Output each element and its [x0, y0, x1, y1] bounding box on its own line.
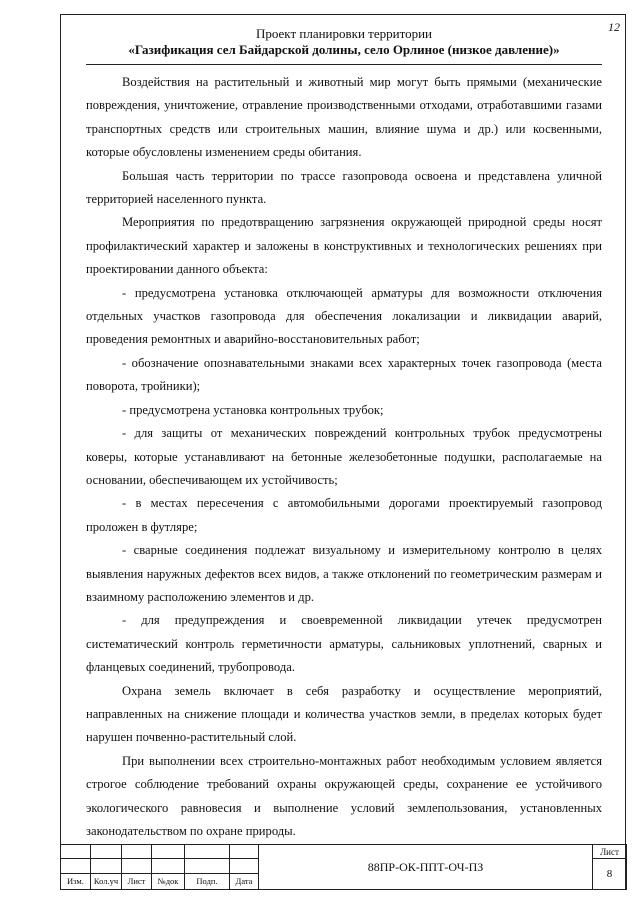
header-project-name: «Газификация сел Байдарской долины, село Орлиное (низкое давление)» [128, 42, 560, 57]
title-block-cell [61, 859, 91, 873]
sheet-number: 8 [593, 859, 627, 890]
title-block-cell [91, 859, 122, 873]
document-body [86, 71, 602, 843]
paragraph: Большая часть территории по трассе газопровода освоена и представлена уличной территорией населенного пункта. [86, 168, 602, 207]
column-label-quantity: Кол.уч [91, 873, 122, 889]
title-block-cell [230, 859, 259, 873]
list-item: - обозначение опознавательными знаками всех характерных точек газопровода (места поворота, тройники); [86, 355, 602, 394]
column-label-signature: Подп. [185, 873, 230, 889]
header-divider [86, 64, 602, 65]
title-block-cell [152, 859, 185, 873]
title-block-cell [122, 845, 152, 859]
paragraph: При выполнении всех строительно-монтажных работ необходимым условием является строгое соблюдение требований охраны окружающей среды, сохранение ее устойчивого экологического равновесия и выполнение условий землепользования, установленных законодательством по охране природы. [86, 753, 602, 838]
list-item: - для защиты от механических повреждений контрольных трубок предусмотрены коверы, которые устанавливают на бетонные железобетонные подушки, располагаемые на основании, обеспечивающем их устойчивость; [86, 426, 602, 487]
paragraph: Воздействия на растительный и животный мир могут быть прямыми (механические повреждения, уничтожение, отравление производственными отходами, отработавшими газами транспортных средств или строительных машин, влияние шума и др.) или косвенными, которые обусловлены изменением среды обитания. [86, 75, 602, 160]
sheet-label: Лист [593, 845, 627, 859]
column-label-change: Изм. [61, 873, 91, 889]
title-block-cell [122, 859, 152, 873]
document-code: 88ПР-ОК-ППТ-ОЧ-ПЗ [259, 845, 593, 890]
list-item: - для предупреждения и своевременной ликвидации утечек предусмотрен систематический контроль герметичности арматуры, сальниковых уплотнений, сварных и фланцевых соединений, трубопровода. [86, 613, 602, 675]
title-block-cell [91, 845, 122, 859]
title-block-cell [185, 845, 230, 859]
list-item: - предусмотрена установка контрольных трубок; [122, 402, 384, 417]
paragraph: Охрана земель включает в себя разработку и осуществление мероприятий, направленных на снижение площади и количества участков земли, в пределах которых будет нарушен почвенно-растительный слой. [86, 683, 602, 745]
list-item: - в местах пересечения с автомобильными дорогами проектируемый газопровод проложен в футляре; [86, 496, 602, 534]
page-number: 12 [608, 20, 620, 34]
list-item: - сварные соединения подлежат визуальному и измерительному контролю в целях выявления наружных дефектов всех видов, а также отклонений по геометрическим размерам и взаимному расположению элементов и др. [86, 543, 602, 604]
column-label-date: Дата [230, 873, 259, 889]
paragraph: Мероприятия по предотвращению загрязнения окружающей природной среды носят профилактический характер и заложены в конструктивных и технологических решениях при проектировании данного объекта: [86, 215, 602, 277]
header-title: Проект планировки территории [255, 26, 432, 41]
title-block-cell [152, 845, 185, 859]
column-label-doc-number: №док [152, 873, 185, 889]
list-item: - предусмотрена установка отключающей арматуры для возможности отключения отдельных участков газопровода для обеспечения локализации и ликвидации аварий, проведения ремонтных и аварийно-восстановительных работ; [86, 285, 602, 347]
title-block-cell [185, 859, 230, 873]
title-block-cell [61, 845, 91, 859]
column-label-sheet: Лист [122, 873, 152, 889]
title-block-cell [230, 845, 259, 859]
title-block [60, 844, 627, 890]
